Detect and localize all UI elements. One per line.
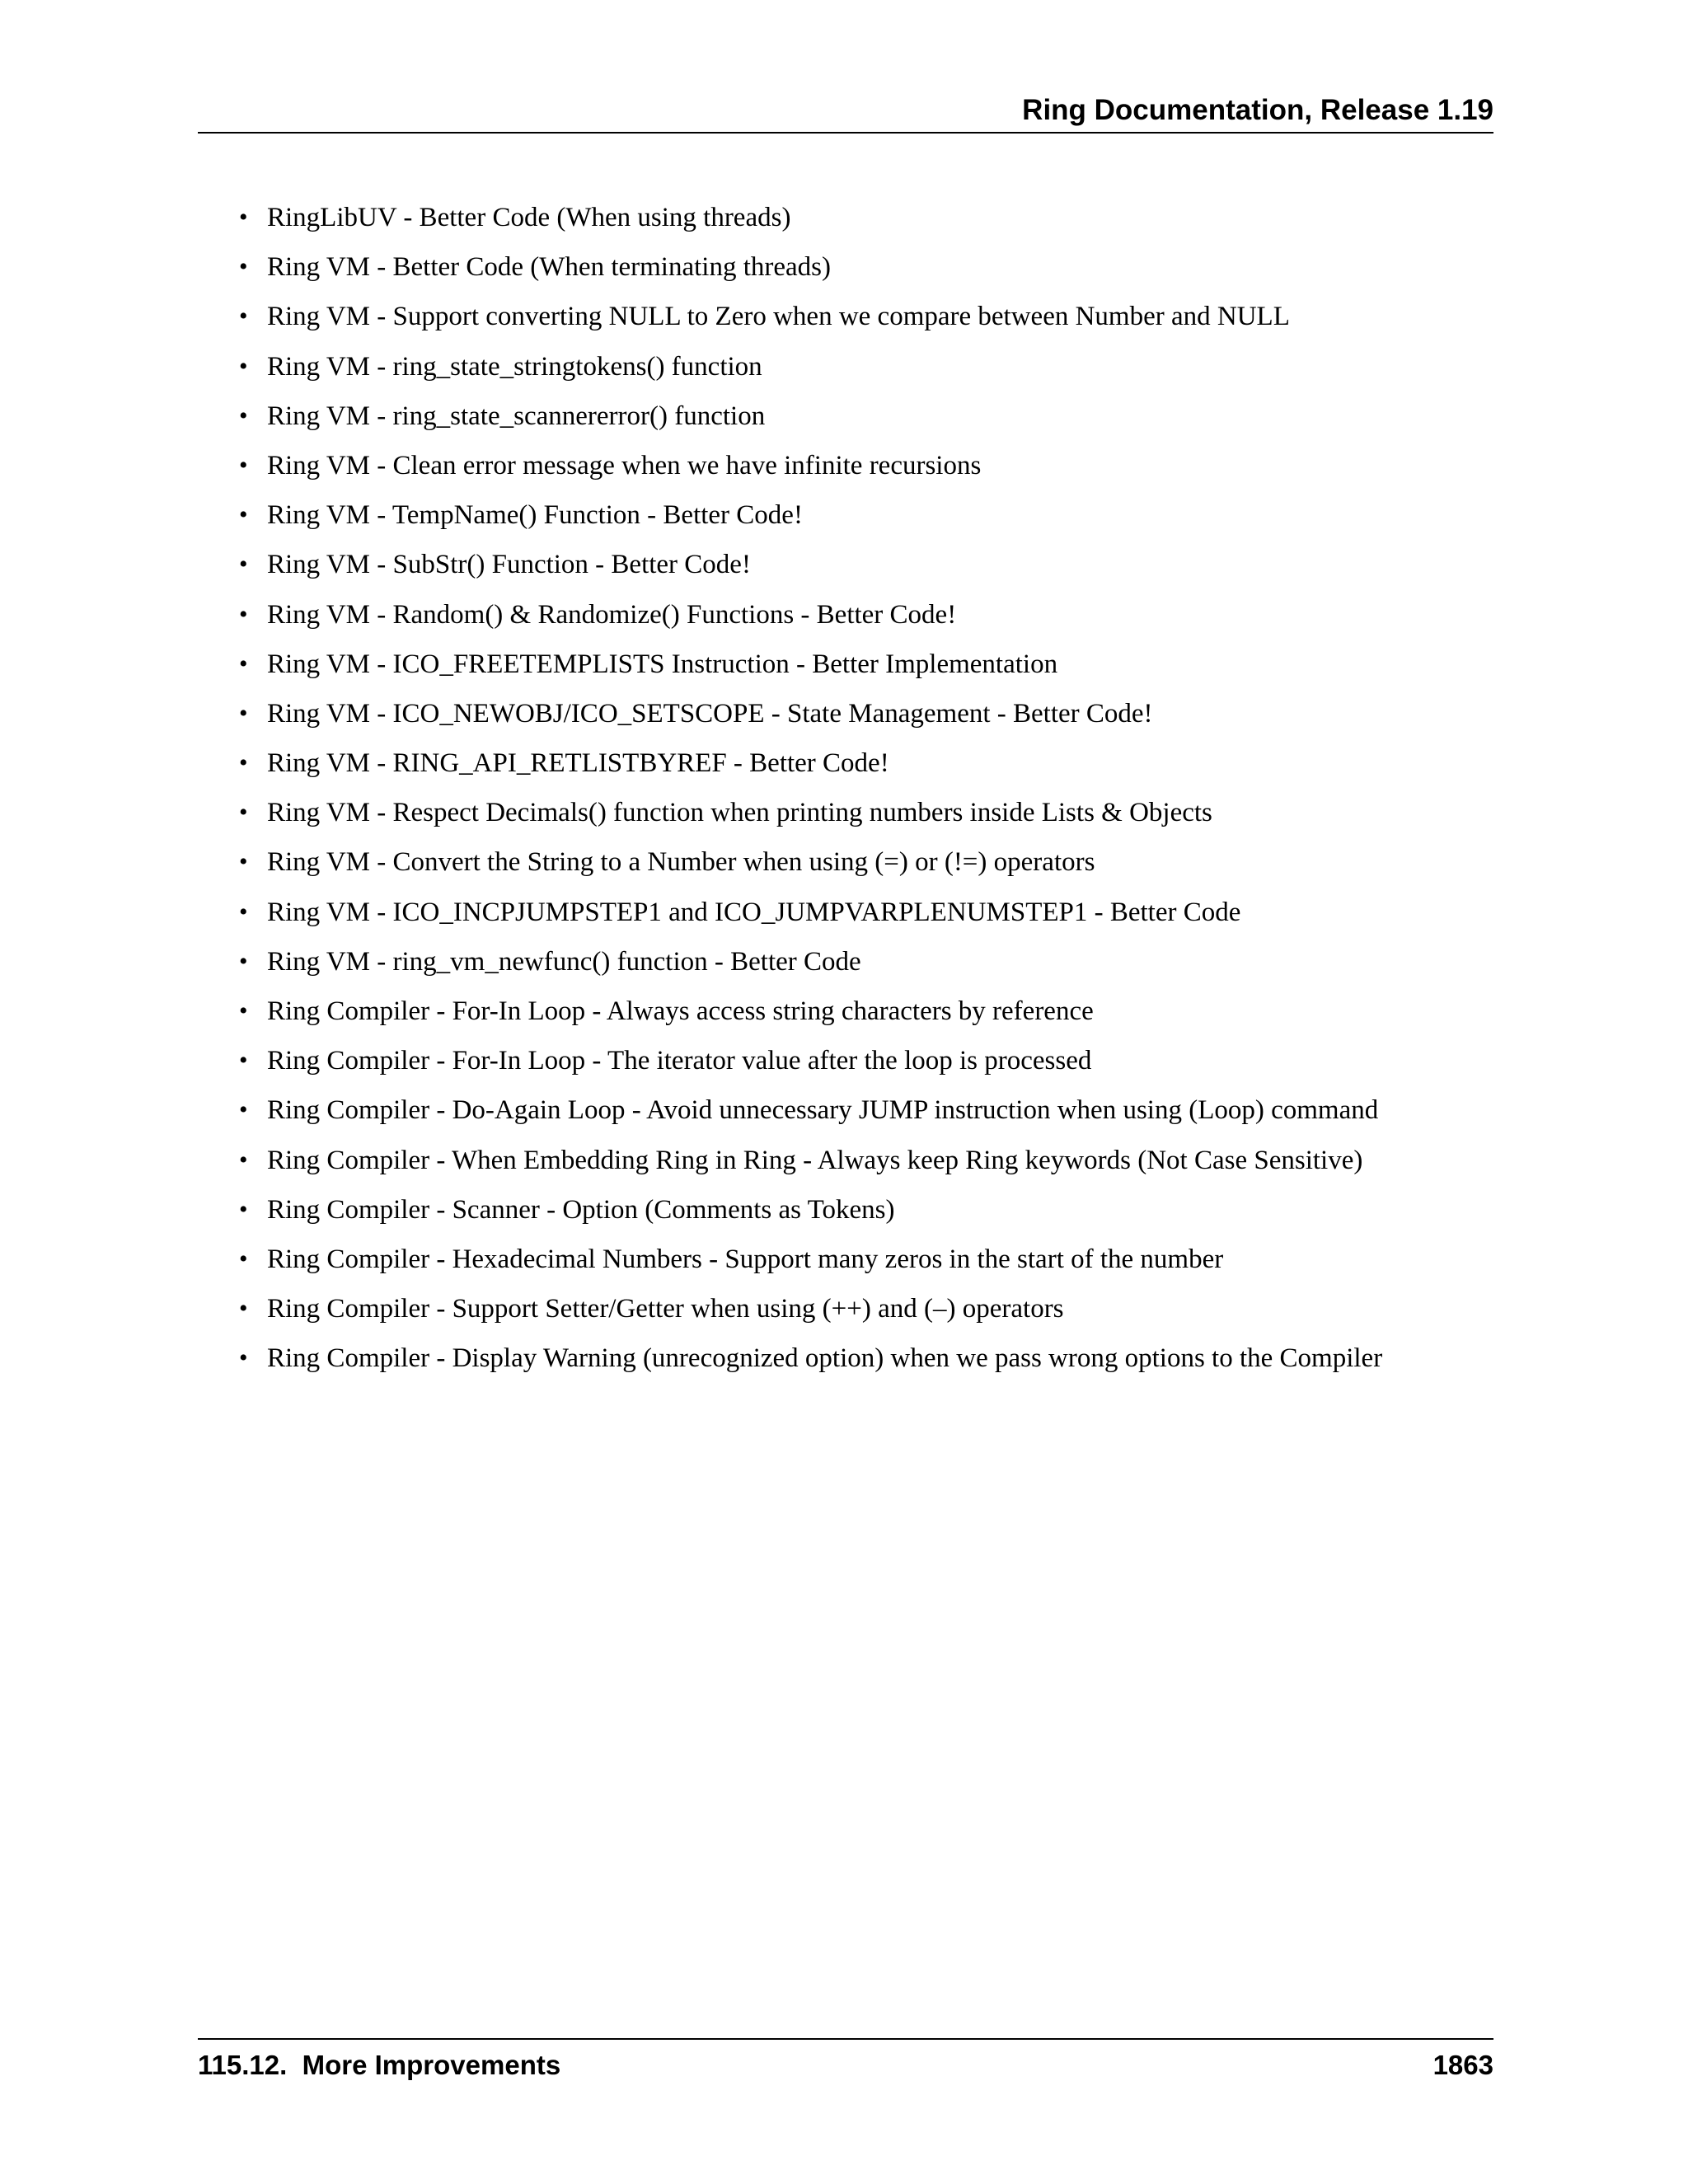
page-number: 1863 (1432, 2050, 1493, 2080)
list-item (239, 1188, 1525, 1238)
list-item-text: Ring VM - Clean error message when we have infinite recursions (267, 450, 982, 480)
list-item-text: Ring VM - ring_state_stringtokens() function (267, 351, 762, 382)
list-item-text: Ring VM - ICO_FREETEMPLISTS Instruction - Better Implementation (267, 649, 1058, 679)
list-item (239, 345, 1525, 395)
bullet-icon: • (239, 253, 248, 281)
bullet-icon: • (239, 1195, 248, 1223)
list-item-text: Ring VM - Respect Decimals() function when printing numbers inside Lists & Objects (267, 798, 1212, 828)
bullet-icon: • (239, 1295, 248, 1323)
improvements-list (239, 196, 1525, 1387)
list-item-text: Ring VM - Support converting NULL to Zero when we compare between Number and NULL (267, 302, 1290, 332)
list-item-text: Ring Compiler - Support Setter/Getter when using (++) and (–) operators (267, 1294, 1064, 1324)
header-title: Ring Documentation, Release 1.19 (1022, 94, 1493, 126)
bullet-icon: • (239, 352, 248, 380)
list-item (239, 643, 1525, 692)
list-item (239, 593, 1525, 643)
list-item (239, 196, 1525, 246)
bullet-icon: • (239, 1244, 248, 1272)
bullet-icon: • (239, 997, 248, 1024)
list-item-text: Ring VM - SubStr() Function - Better Code! (267, 550, 751, 580)
list-item (239, 791, 1525, 841)
bullet-icon: • (239, 848, 248, 876)
bullet-icon: • (239, 898, 248, 926)
list-item (239, 543, 1525, 593)
list-item-text: Ring VM - ring_vm_newfunc() function - Better Code (267, 946, 861, 977)
list-item-text: Ring Compiler - Do-Again Loop - Avoid unnecessary JUMP instruction when using (Loop) command (267, 1095, 1379, 1126)
bullet-icon: • (239, 401, 248, 429)
list-item (239, 990, 1525, 1039)
list-item (239, 692, 1525, 742)
list-item (239, 1287, 1525, 1337)
list-item-text: Ring VM - Convert the String to a Number when using (=) or (!=) operators (267, 847, 1095, 878)
bullet-icon: • (239, 1047, 248, 1075)
bullet-icon: • (239, 947, 248, 975)
list-item (239, 494, 1525, 543)
list-item (239, 1089, 1525, 1138)
bullet-icon: • (239, 1096, 248, 1124)
list-item-text: RingLibUV - Better Code (When using threads) (267, 203, 791, 232)
bullet-icon: • (239, 600, 248, 628)
list-item-text: Ring VM - ICO_NEWOBJ/ICO_SETSCOPE - State Management - Better Code! (267, 698, 1153, 729)
list-item (239, 742, 1525, 791)
list-item (239, 395, 1525, 444)
bullet-icon: • (239, 649, 248, 677)
list-item (239, 940, 1525, 990)
list-item-text: Ring Compiler - For-In Loop - Always access string characters by reference (267, 996, 1094, 1026)
list-item (239, 891, 1525, 940)
list-item-text: Ring VM - ICO_INCPJUMPSTEP1 and ICO_JUMPVARPLENUMSTEP1 - Better Code (267, 897, 1241, 927)
footer-section-title: 115.12. More Improvements (198, 2050, 561, 2080)
bullet-icon: • (239, 302, 248, 330)
list-item-text: Ring VM - Better Code (When terminating threads) (267, 252, 831, 283)
list-item (239, 295, 1525, 344)
list-item (239, 1139, 1525, 1188)
page-content (239, 196, 1525, 1387)
list-item-text: Ring Compiler - Hexadecimal Numbers - Support many zeros in the start of the number (267, 1244, 1224, 1274)
list-item-text: Ring VM - RING_API_RETLISTBYREF - Better Code! (267, 748, 889, 779)
bullet-icon: • (239, 501, 248, 529)
list-item-text: Ring VM - TempName() Function - Better Code! (267, 500, 803, 531)
bullet-icon: • (239, 749, 248, 777)
bullet-icon: • (239, 799, 248, 827)
list-item-text: Ring VM - Random() & Randomize() Functions - Better Code! (267, 599, 957, 630)
list-item (239, 1337, 1525, 1386)
page-header (198, 91, 1493, 134)
bullet-icon: • (239, 699, 248, 727)
bullet-icon: • (239, 551, 248, 579)
list-item (239, 444, 1525, 494)
page-footer (198, 2038, 1493, 2089)
list-item-text: Ring Compiler - When Embedding Ring in Ring - Always keep Ring keywords (Not Case Sensitive) (267, 1145, 1363, 1175)
bullet-icon: • (239, 1146, 248, 1174)
list-item-text: Ring Compiler - Scanner - Option (Comments as Tokens) (267, 1194, 895, 1225)
list-item-text: Ring VM - ring_state_scannererror() function (267, 401, 766, 431)
list-item (239, 1039, 1525, 1089)
bullet-icon: • (239, 1344, 248, 1372)
list-item (239, 841, 1525, 890)
bullet-icon: • (239, 204, 248, 231)
list-item (239, 246, 1525, 295)
list-item-text: Ring Compiler - Display Warning (unrecognized option) when we pass wrong options to the Compiler (267, 1343, 1383, 1374)
list-item (239, 1238, 1525, 1287)
bullet-icon: • (239, 451, 248, 479)
list-item-text: Ring Compiler - For-In Loop - The iterator value after the loop is processed (267, 1046, 1092, 1076)
